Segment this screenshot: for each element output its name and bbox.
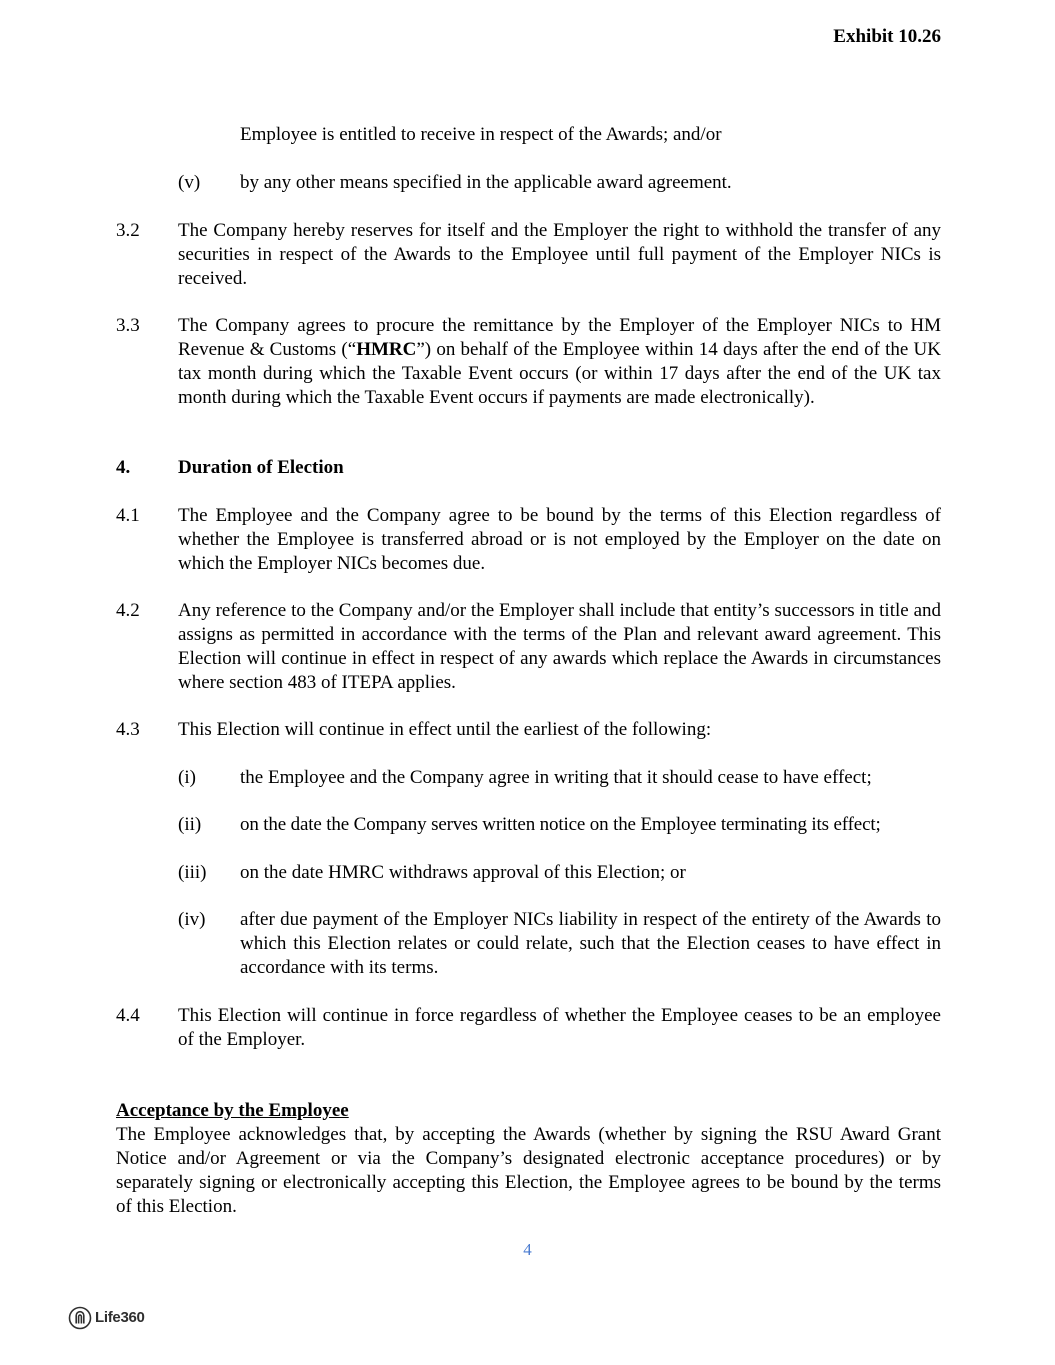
section-4-heading [116,456,941,480]
section-4-1 [116,504,941,576]
page-number: 4 [523,1240,532,1259]
section-3-2-text: The Company hereby reserves for itself and the Employer the right to withhold the transfer of any securities in respect of the Awards to the Employee until full payment of the Employer NICs is received. [178,220,941,289]
item-v [178,171,941,195]
continuation-text: Employee is entitled to receive in respect of the Awards; and/or [240,124,722,145]
section-3-3-text-before: The Company agrees to procure the remittance by the Employer of the Employer NICs to HM Revenue & Customs (“ [178,315,941,360]
section-4-3-item-ii [178,813,941,837]
section-4-4 [116,1004,941,1052]
section-4-3-text: This Election will continue in effect until the earliest of the following: [178,719,712,740]
item-v-text: by any other means specified in the applicable award agreement. [240,172,732,193]
exhibit-label: Exhibit 10.26 [833,26,941,47]
section-4-title: Duration of Election [178,457,344,478]
acceptance-text: The Employee acknowledges that, by accepting the Awards (whether by signing the RSU Award Grant Notice and/or Agreement or via the Company’s designated electronic acceptance procedures) or by separately signing or electronically accepting this Election, the Employee agrees to be bound by the terms of this Election. [116,1124,941,1217]
acceptance-title: Acceptance by the Employee [116,1100,349,1121]
section-4-number: 4. [116,457,131,478]
section-4-3-number: 4.3 [116,719,140,740]
continuation-paragraph [178,123,941,147]
item-ii-number: (ii) [178,814,202,835]
section-4-2-text: Any reference to the Company and/or the Employer shall include that entity’s successors in title and assigns as permitted in accordance with the terms of the Plan and relevant award agreement. This Election will continue in effect in respect of any awards which replace the Awards in circumstances where section 483 of ITEPA applies. [178,600,941,693]
item-iii-number: (iii) [178,862,207,883]
life360-logo-text: Life360 [95,1309,145,1326]
section-4-1-text: The Employee and the Company agree to be bound by the terms of this Election regardless of whether the Employee is transferred abroad or is not employed by the Employer on the date on which the Employer NICs becomes due. [178,505,941,574]
section-4-2 [116,599,941,695]
section-3-3-number: 3.3 [116,315,140,336]
section-3-2-number: 3.2 [116,220,140,241]
acceptance-section [116,1099,941,1219]
life360-logo-icon [68,1306,92,1330]
section-4-4-text: This Election will continue in force regardless of whether the Employee ceases to be an employee of the Employer. [178,1005,941,1050]
item-iii-text: on the date HMRC withdraws approval of this Election; or [240,862,686,883]
section-4-4-number: 4.4 [116,1005,140,1026]
section-3-3-text [178,314,941,410]
section-3-2 [116,219,941,291]
hmrc-defined-term: HMRC [356,339,417,360]
life360-logo [68,1306,145,1330]
section-4-3 [116,718,941,742]
section-4-2-number: 4.2 [116,600,140,621]
section-4-1-number: 4.1 [116,505,140,526]
item-i-text: the Employee and the Company agree in writing that it should cease to have effect; [240,767,872,788]
section-4-3-item-iv [178,908,941,980]
item-i-number: (i) [178,767,196,788]
section-3-3 [116,314,941,410]
item-ii-text: on the date the Company serves written notice on the Employee terminating its effect; [240,814,881,835]
section-4-3-item-i [178,766,941,790]
section-3-3-text-after: ”) on behalf of the Employee within 14 days after the end of the UK tax month during which the Taxable Event occurs (or within 17 days after the end of the UK tax month during which the Taxable Event occurs if payments are made electronically). [178,339,941,408]
section-4-3-item-iii [178,861,941,885]
item-v-number: (v) [178,172,201,193]
item-iv-text: after due payment of the Employer NICs liability in respect of the entirety of the Awards to which this Election relates or could relate, such that the Election ceases to have effect in accordance with its terms. [240,909,941,978]
item-iv-number: (iv) [178,909,206,930]
